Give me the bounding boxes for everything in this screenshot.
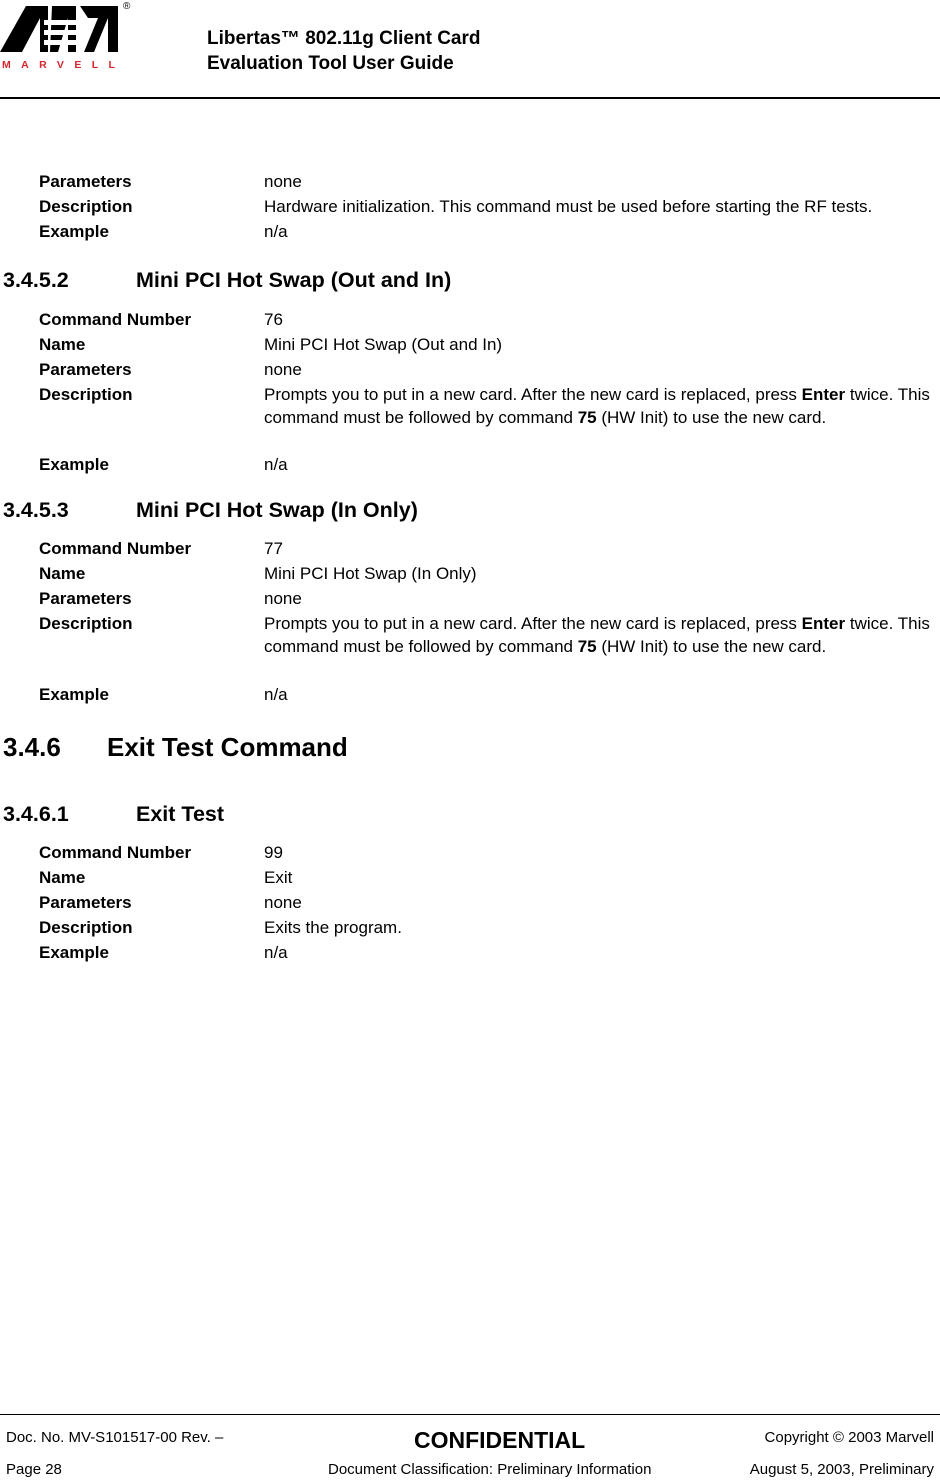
s3453-example-label: Example (39, 685, 109, 704)
registered-mark-icon: ® (123, 1, 131, 12)
s3453-name-value: Mini PCI Hot Swap (In Only) (264, 564, 477, 583)
s3452-desc-enter: Enter (801, 385, 846, 404)
heading-3453-title: Mini PCI Hot Swap (In Only) (136, 498, 418, 522)
s3453-cmdnum-label: Command Number (39, 539, 192, 558)
heading-346-number: 3.4.6 (3, 732, 61, 762)
s3461-example-value: n/a (264, 943, 288, 962)
b0-description-label: Description (39, 197, 133, 216)
b0-parameters-label: Parameters (39, 172, 132, 191)
s3452-parameters-label: Parameters (39, 360, 132, 379)
s3452-parameters-value: none (264, 360, 302, 379)
heading-3461-title: Exit Test (136, 802, 225, 826)
b0-parameters-value: none (264, 172, 302, 191)
footer-rule (0, 1414, 940, 1415)
heading-3453-number: 3.4.5.3 (3, 498, 69, 522)
s3453-description-value (264, 612, 936, 658)
s3452-desc-text3: (HW Init) to use the new card. (596, 408, 827, 427)
b0-example-label: Example (39, 222, 109, 241)
s3453-desc-text1: Prompts you to put in a new card. After the new card is replaced, press (264, 614, 802, 633)
s3453-desc-cmd: 75 (577, 637, 597, 656)
s3453-description-label: Description (39, 614, 133, 633)
footer-page-number: Page 28 (6, 1461, 62, 1478)
header-title-line2: Evaluation Tool User Guide (207, 53, 454, 74)
header-title-line1: Libertas™ 802.11g Client Card (207, 28, 481, 49)
s3461-description-label: Description (39, 918, 133, 937)
header-rule (0, 97, 940, 99)
s3453-parameters-value: none (264, 589, 302, 608)
s3461-description-value: Exits the program. (264, 918, 402, 937)
b0-example-value: n/a (264, 222, 288, 241)
s3461-example-label: Example (39, 943, 109, 962)
heading-3452-title: Mini PCI Hot Swap (Out and In) (136, 268, 452, 292)
s3453-desc-text2: twice. This command must be followed by command (264, 614, 930, 656)
s3453-name-label: Name (39, 564, 86, 583)
s3452-desc-cmd: 75 (577, 408, 597, 427)
s3461-name-label: Name (39, 868, 86, 887)
s3452-name-label: Name (39, 335, 86, 354)
footer-confidential: CONFIDENTIAL (414, 1427, 586, 1453)
s3452-desc-text1: Prompts you to put in a new card. After the new card is replaced, press (264, 385, 802, 404)
s3452-name-value: Mini PCI Hot Swap (Out and In) (264, 335, 503, 354)
footer-copyright: Copyright © 2003 Marvell (764, 1429, 934, 1446)
s3453-desc-text3: (HW Init) to use the new card. (596, 637, 827, 656)
s3461-cmdnum-label: Command Number (39, 843, 192, 862)
s3452-example-value: n/a (264, 455, 288, 474)
s3453-cmdnum-value: 77 (264, 539, 283, 558)
s3452-cmdnum-label: Command Number (39, 310, 192, 329)
heading-346-title: Exit Test Command (107, 732, 348, 762)
footer-doc-number: Doc. No. MV-S101517-00 Rev. – (6, 1429, 224, 1446)
s3461-name-value: Exit (264, 868, 293, 887)
s3453-example-value: n/a (264, 685, 288, 704)
logo-wordmark: MARVELL (2, 59, 126, 71)
s3461-cmdnum-value: 99 (264, 843, 283, 862)
heading-3461-number: 3.4.6.1 (3, 802, 69, 826)
s3452-cmdnum-value: 76 (264, 310, 283, 329)
s3453-parameters-label: Parameters (39, 589, 132, 608)
s3452-desc-text2: twice. This command must be followed by command (264, 385, 930, 427)
footer-date: August 5, 2003, Preliminary (749, 1461, 934, 1478)
footer-classification: Document Classification: Preliminary Information (328, 1461, 652, 1478)
s3452-example-label: Example (39, 455, 109, 474)
s3461-parameters-value: none (264, 893, 302, 912)
s3461-parameters-label: Parameters (39, 893, 132, 912)
heading-3452-number: 3.4.5.2 (3, 268, 69, 292)
header-title (207, 26, 481, 76)
b0-description-value: Hardware initialization. This command must be used before starting the RF tests. (264, 197, 873, 216)
s3452-description-value (264, 383, 936, 429)
s3452-description-label: Description (39, 385, 133, 404)
s3453-desc-enter: Enter (801, 614, 846, 633)
